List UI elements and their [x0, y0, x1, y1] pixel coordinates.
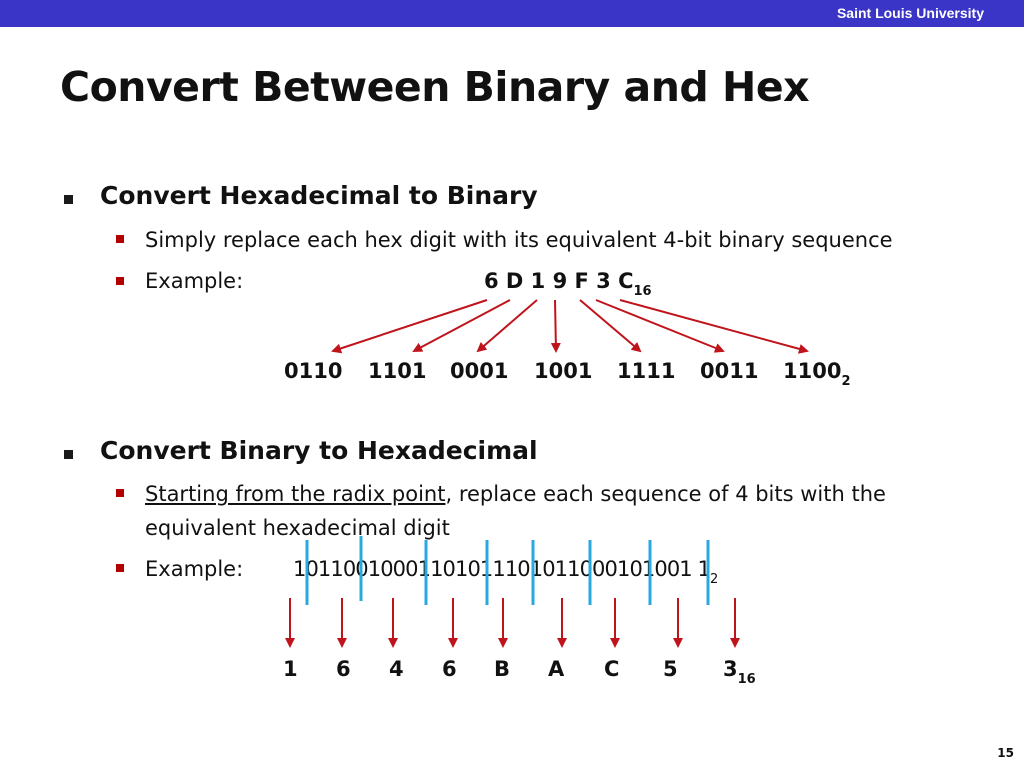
sub-bullet-square-icon [116, 235, 124, 243]
arrow-1-to-0001 [478, 300, 537, 351]
hex-result-3: 6 [442, 657, 457, 681]
bullet-replace-hex-digit: Simply replace each hex digit with its equivalent 4-bit binary sequence [145, 228, 893, 252]
bullet-radix-point-line2: equivalent hexadecimal digit [145, 516, 450, 540]
binary-group-5: 0011 [700, 359, 759, 383]
arrow-f-to-1111 [580, 300, 640, 351]
binary-group-0: 0110 [284, 359, 343, 383]
binary-base-subscript-2: 2 [709, 572, 718, 587]
binary-group-4: 1111 [617, 359, 676, 383]
page-number: 15 [997, 746, 1014, 760]
hex-base-subscript-2: 16 [737, 672, 756, 687]
hex-result-0: 1 [283, 657, 298, 681]
slide-title: Convert Between Binary and Hex [60, 63, 810, 111]
sub-bullet-square-icon [116, 277, 124, 285]
bullet-radix-point [145, 482, 886, 506]
binary-base-subscript: 2 [841, 374, 851, 389]
hex-result-5: A [548, 657, 565, 681]
sub-bullet-square-icon [116, 489, 124, 497]
arrow-3-to-0011 [596, 300, 723, 351]
hex-result-4: B [494, 657, 511, 681]
example-label: Example: [145, 269, 244, 293]
arrow-6-to-0110 [333, 300, 487, 351]
example-label-2: Example: [145, 557, 244, 581]
hex-base-subscript: 16 [633, 284, 652, 299]
hex-result-6: C [604, 657, 620, 681]
hex-result-2: 4 [389, 657, 404, 681]
section-heading-hex-to-binary: Convert Hexadecimal to Binary [100, 181, 538, 210]
bullet-square-icon [64, 450, 73, 459]
header-bar [0, 0, 1024, 27]
radix-point-rest: , replace each sequence of 4 bits with the [445, 482, 886, 506]
section-heading-binary-to-hex: Convert Binary to Hexadecimal [100, 436, 538, 465]
radix-point-phrase: Starting from the radix point [145, 482, 446, 506]
arrow-d-to-1101 [414, 300, 510, 351]
hex-example-value [484, 269, 652, 299]
hex-result-8-value: 3 [723, 657, 738, 681]
binary-group-6-value: 1100 [783, 359, 842, 383]
sub-bullet-square-icon [116, 564, 124, 572]
university-name: Saint Louis University [836, 5, 984, 21]
binary-example-value [293, 557, 718, 587]
hex-result-7: 5 [663, 657, 678, 681]
binary-group-3: 1001 [534, 359, 593, 383]
bullet-square-icon [64, 195, 73, 204]
arrow-9-to-1001 [555, 300, 556, 351]
binary-digits: 10110010001101011101011000101001 1 [293, 557, 710, 581]
hex-result-1: 6 [336, 657, 351, 681]
binary-group-1: 1101 [368, 359, 427, 383]
hex-result-8 [723, 657, 756, 687]
binary-group-6 [783, 359, 851, 389]
binary-group-2: 0001 [450, 359, 509, 383]
arrow-c-to-1100 [620, 300, 807, 351]
hex-digits: 6 D 1 9 F 3 C [484, 269, 634, 293]
